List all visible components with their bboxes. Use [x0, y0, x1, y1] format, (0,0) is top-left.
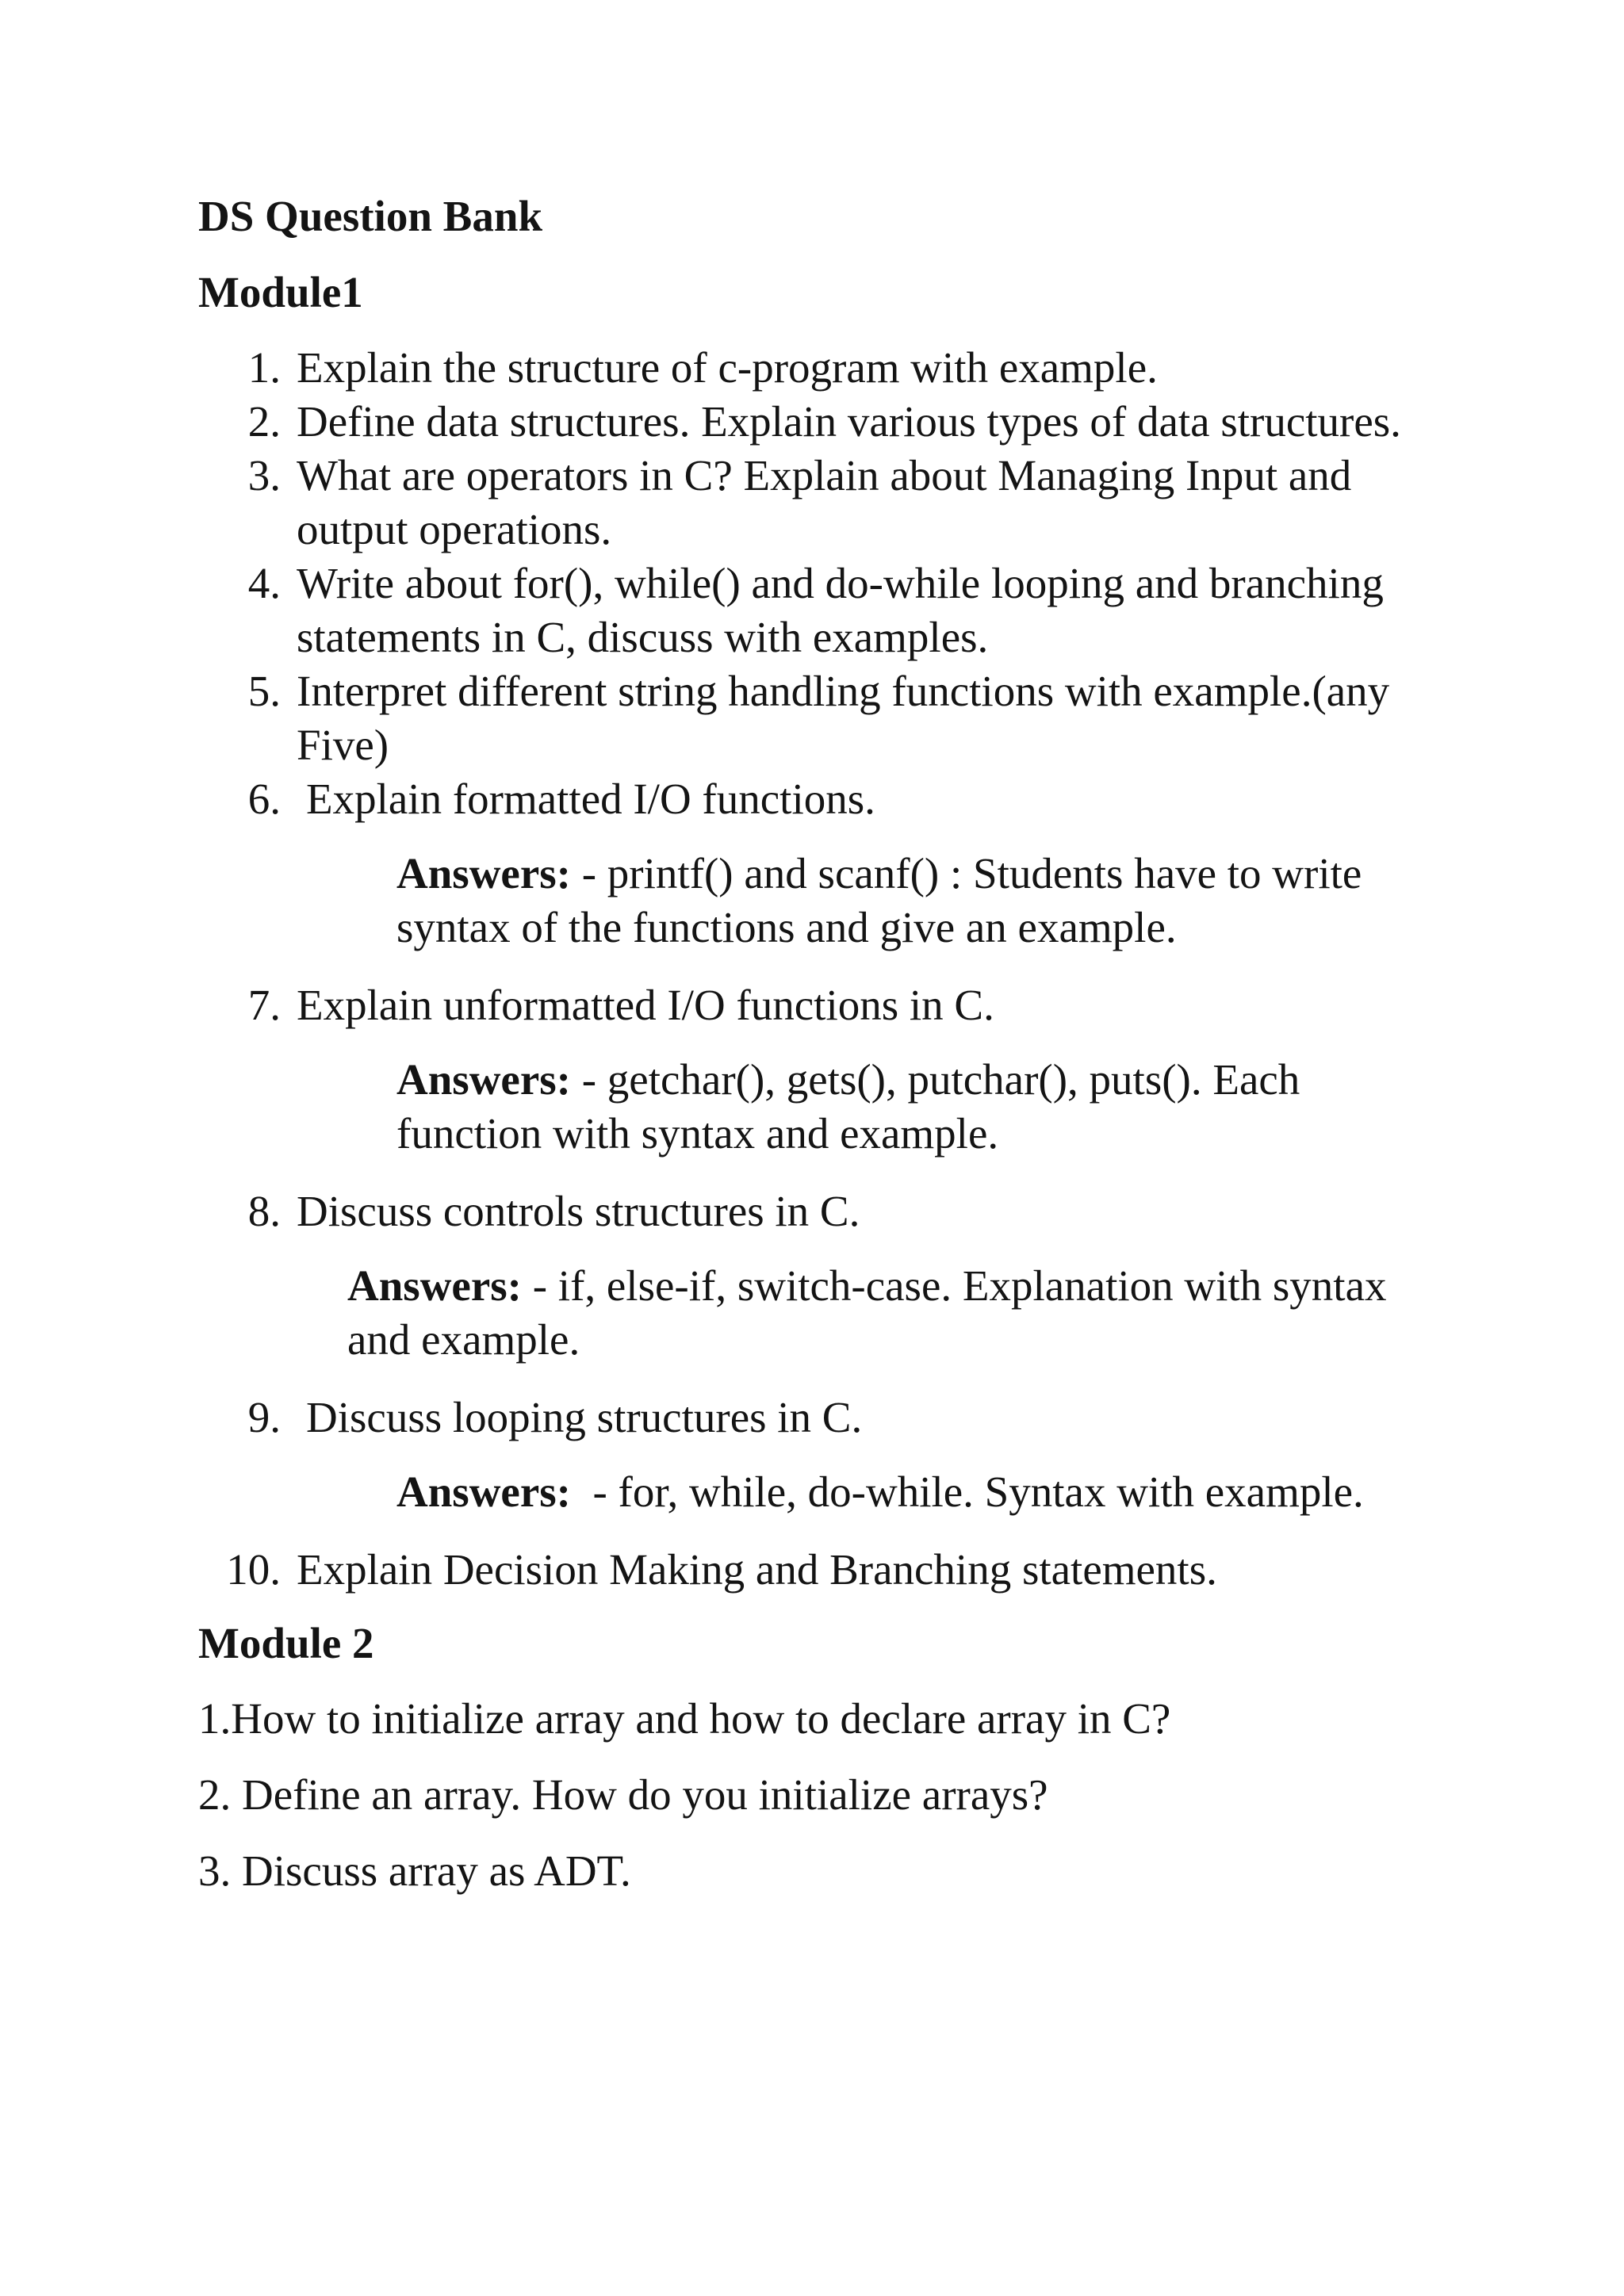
- question-text: Define data structures. Explain various types of data structures.: [297, 397, 1401, 446]
- question-3: [198, 449, 1451, 557]
- question-number: 7.: [247, 981, 281, 1029]
- answer-label: Answers:: [396, 849, 571, 897]
- module2-heading: Module 2: [198, 1619, 374, 1667]
- question-number: 2.: [247, 397, 281, 446]
- answer-text: - for, while, do-while. Syntax with example.: [570, 1468, 1364, 1516]
- question-text: Explain Decision Making and Branching statements.: [297, 1545, 1217, 1594]
- question-number: 4.: [247, 559, 281, 607]
- document-body: [198, 190, 1451, 1920]
- answer-label: Answers:: [396, 1055, 571, 1104]
- answer-7: [198, 1053, 1451, 1161]
- document-title: DS Question Bank: [198, 192, 543, 240]
- question-number: 1.: [247, 343, 281, 392]
- question-number: 8.: [247, 1187, 281, 1235]
- question-7: [198, 978, 1451, 1032]
- answer-label: Answers:: [396, 1468, 571, 1516]
- answer-8: [198, 1259, 1451, 1367]
- question-text: Write about for(), while() and do-while looping and branching statements in C, discuss with examples.: [297, 559, 1384, 661]
- question-6: [198, 772, 1451, 826]
- question-text: What are operators in C? Explain about Managing Input and output operations.: [297, 451, 1352, 553]
- question-10: [198, 1543, 1451, 1597]
- module2-question-3: 3. Discuss array as ADT.: [198, 1846, 631, 1895]
- answer-text: - getchar(), gets(), putchar(), puts(). Each function with syntax and example.: [396, 1055, 1300, 1158]
- answer-text: - if, else-if, switch-case. Explanation with syntax and example.: [347, 1261, 1387, 1364]
- question-9: [198, 1391, 1451, 1445]
- module2-question-list: [198, 1692, 1451, 1898]
- question-text: Explain unformatted I/O functions in C.: [297, 981, 994, 1029]
- question-8: [198, 1184, 1451, 1238]
- question-text: Discuss controls structures in C.: [297, 1187, 860, 1235]
- module1-heading: Module1: [198, 268, 363, 316]
- question-2: [198, 395, 1451, 449]
- question-1: [198, 341, 1451, 395]
- question-text: Discuss looping structures in C.: [306, 1393, 863, 1441]
- question-text: Explain the structure of c-program with example.: [297, 343, 1158, 392]
- answer-9: [198, 1465, 1451, 1519]
- question-number: 6.: [247, 775, 281, 823]
- module2-question-1: 1.How to initialize array and how to declare array in C?: [198, 1694, 1171, 1743]
- question-number: 5.: [247, 667, 281, 715]
- question-text: Explain formatted I/O functions.: [306, 775, 875, 823]
- question-number: 3.: [247, 451, 281, 499]
- answer-text: - printf() and scanf() : Students have to write syntax of the functions and give an example.: [396, 849, 1362, 951]
- module1-question-list: [198, 341, 1451, 1597]
- question-5: [198, 664, 1451, 772]
- question-number: 9.: [247, 1393, 281, 1441]
- question-text: Interpret different string handling functions with example.(any Five): [297, 667, 1390, 769]
- module2-question-2: 2. Define an array. How do you initialize arrays?: [198, 1770, 1048, 1819]
- question-4: [198, 557, 1451, 664]
- answer-label: Answers:: [347, 1261, 522, 1310]
- question-number: 10.: [226, 1545, 281, 1594]
- answer-6: [198, 847, 1451, 955]
